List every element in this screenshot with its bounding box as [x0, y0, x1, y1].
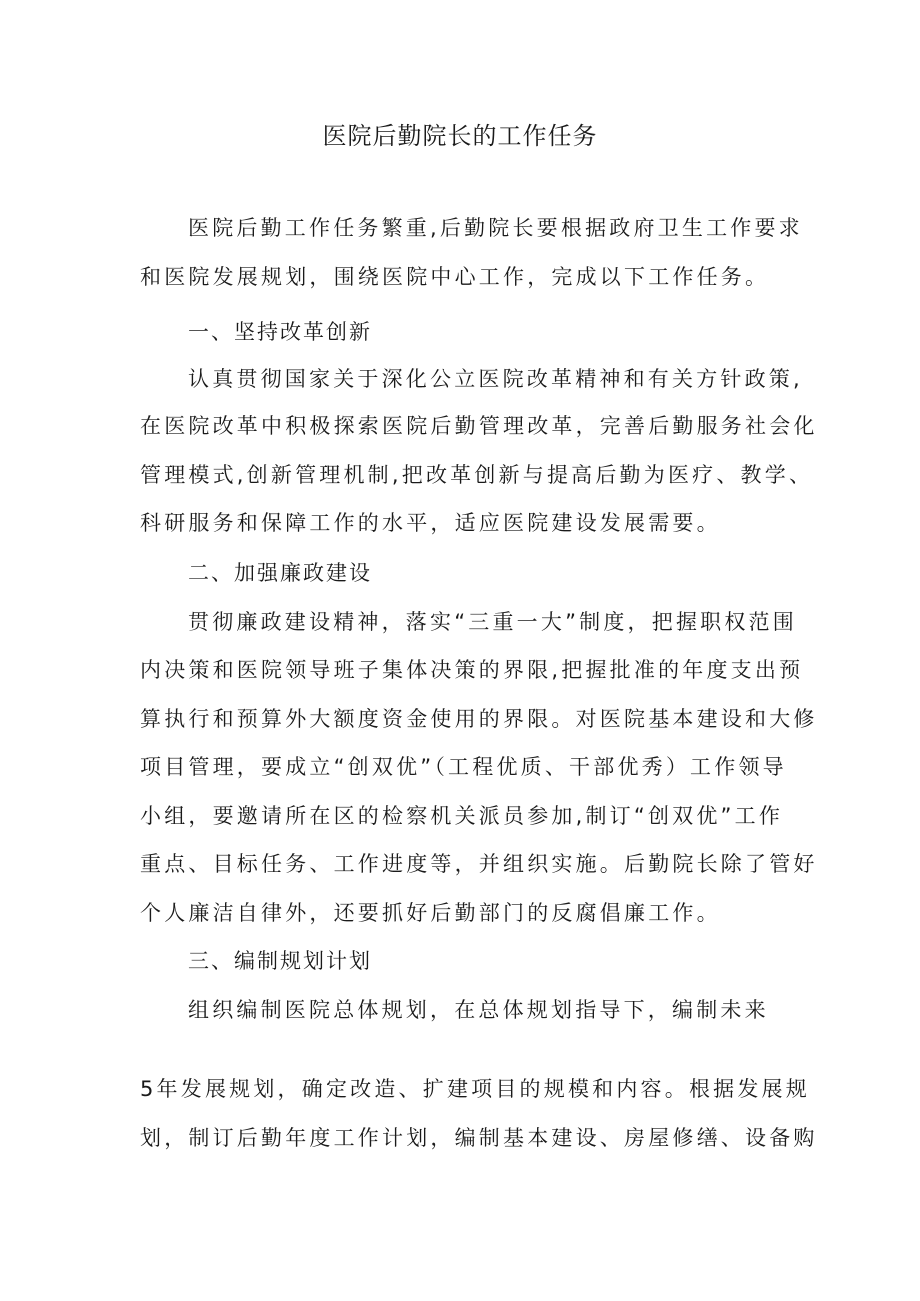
- section-heading: 三、编制规划计划: [188, 949, 372, 973]
- section-heading: 二、加强廉政建设: [188, 561, 372, 585]
- paragraph-line: 在医院改革中积极探索医院后勤管理改革，完善后勤服务社会化: [140, 414, 818, 438]
- document-title: 医院后勤院长的工作任务: [322, 122, 598, 150]
- paragraph-line: 小组，要邀请所在区的检察机关派员参加,制订“创双优”工作: [140, 804, 784, 828]
- paragraph-line: 项目管理，要成立“创双优”（工程优质、干部优秀）工作领导: [140, 755, 787, 779]
- section-heading: 一、坚持改革创新: [188, 320, 372, 344]
- paragraph-line: 算执行和预算外大额度资金使用的界限。对医院基本建设和大修: [140, 707, 818, 731]
- paragraph-line: 管理模式,创新管理机制,把改革创新与提高后勤为医疗、教学、: [140, 463, 814, 487]
- paragraph-line: 认真贯彻国家关于深化公立医院改革精神和有关方针政策,: [188, 367, 803, 391]
- paragraph-line: 5年发展规划，确定改造、扩建项目的规模和内容。根据发展规: [140, 1077, 810, 1101]
- paragraph-line: 划，制订后勤年度工作计划，编制基本建设、房屋修缮、设备购: [140, 1126, 818, 1150]
- paragraph-line: 和医院发展规划，围绕医院中心工作，完成以下工作任务。: [140, 265, 770, 289]
- paragraph-line: 医院后勤工作任务繁重,后勤院长要根据政府卫生工作要求: [188, 216, 803, 240]
- paragraph-line: 个人廉洁自律外，还要抓好后勤部门的反腐倡廉工作。: [140, 901, 721, 925]
- paragraph-line: 贯彻廉政建设精神，落实“三重一大”制度，把握职权范围: [188, 610, 797, 634]
- paragraph-line: 科研服务和保障工作的水平，适应医院建设发展需要。: [140, 511, 721, 535]
- paragraph-line: 内决策和医院领导班子集体决策的界限,把握批准的年度支出预: [140, 658, 804, 682]
- paragraph-line: 组织编制医院总体规划，在总体规划指导下，编制未来: [188, 998, 769, 1022]
- paragraph-line: 重点、目标任务、工作进度等，并组织实施。后勤院长除了管好: [140, 852, 818, 876]
